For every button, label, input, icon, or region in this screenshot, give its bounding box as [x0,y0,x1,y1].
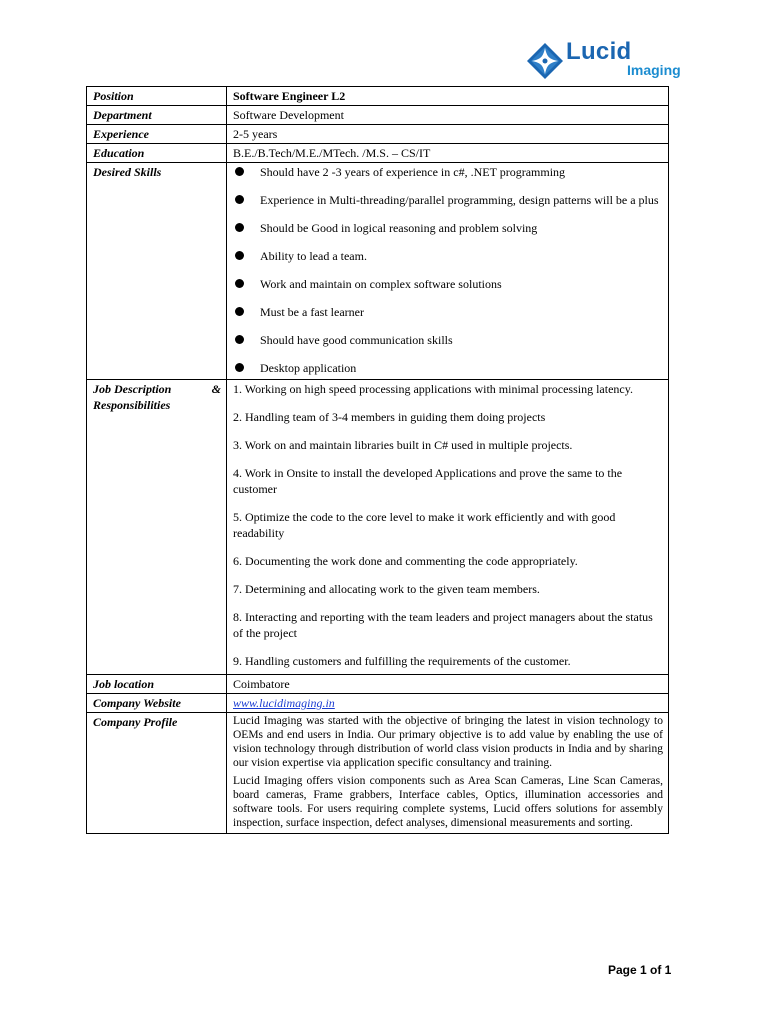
skill-text: Experience in Multi-threading/parallel programming, design patterns will be a plus [260,193,659,207]
skills-label: Desired Skills [87,163,227,380]
skill-text: Should have 2 -3 years of experience in c#, .NET programming [260,165,566,179]
responsibilities-label [87,380,227,675]
list-item [233,304,663,320]
table-row [87,144,669,163]
profile-paragraph: Lucid Imaging was started with the objective of bringing the latest in vision technology to OEMs and end users in India. Our primary objective is to add value by enabling the use of vision technology through distribution of world class vision products in India and by sharing our vision expertise via application specific consultancy and training. [233,715,663,769]
department-value: Software Development [227,106,669,125]
skill-text: Ability to lead a team. [260,249,367,263]
company-logo [526,38,681,80]
education-value: B.E./B.Tech/M.E./MTech. /M.S. – CS/IT [227,144,669,163]
website-label: Company Website [87,694,227,713]
list-item: 8. Interacting and reporting with the team leaders and project managers about the status of the project [233,610,653,640]
jd-label-amp: & [211,382,221,396]
page-number: Page 1 of 1 [608,963,672,977]
skills-cell [227,163,669,380]
department-label: Department [87,106,227,125]
list-item [233,164,663,180]
profile-label: Company Profile [87,713,227,834]
bullet-icon [235,363,244,372]
education-label: Education [87,144,227,163]
table-row [87,694,669,713]
experience-value: 2-5 years [227,125,669,144]
diamond-logo-icon [526,42,564,80]
table-row [87,106,669,125]
table-row [87,713,669,834]
bullet-icon [235,167,244,176]
skill-text: Desktop application [260,361,357,375]
profile-paragraph: Lucid Imaging offers vision components such as Area Scan Cameras, Line Scan Cameras, board cameras, Frame grabbers, Interface cables, Optics, illumination accessories and software tools. For users requiring complete systems, Lucid offers solutions for assembly inspection, surface inspection, defect analyses, dimensional measurements and sorting. [233,775,663,829]
skills-list [233,164,663,376]
table-row [87,125,669,144]
table-row [87,87,669,106]
location-label: Job location [87,675,227,694]
profile-cell [227,713,669,834]
table-row [87,380,669,675]
website-link[interactable]: www.lucidimaging.in [233,696,335,710]
experience-label: Experience [87,125,227,144]
skill-text: Should have good communication skills [260,333,453,347]
logo-word-lucid: Lucid [566,38,632,65]
bullet-icon [235,307,244,316]
list-item: 5. Optimize the code to the core level to make it work efficiently and with good readability [233,510,616,540]
skill-text: Work and maintain on complex software solutions [260,277,502,291]
list-item [233,332,663,348]
bullet-icon [235,223,244,232]
list-item: 2. Handling team of 3-4 members in guiding them doing projects [233,410,546,424]
list-item: 3. Work on and maintain libraries built in C# used in multiple projects. [233,438,573,452]
list-item: 4. Work in Onsite to install the developed Applications and prove the same to the customer [233,466,623,496]
job-details-table [86,86,669,834]
position-value: Software Engineer L2 [227,87,669,106]
jd-label-part2: Responsibilities [93,398,171,412]
list-item [233,360,663,376]
list-item [233,192,663,208]
bullet-icon [235,251,244,260]
logo-word-imaging: Imaging [627,62,681,78]
list-item: 9. Handling customers and fulfilling the requirements of the customer. [233,654,571,668]
bullet-icon [235,279,244,288]
skill-text: Should be Good in logical reasoning and problem solving [260,221,538,235]
bullet-icon [235,335,244,344]
jd-label-part1: Job Description [93,382,172,396]
table-row [87,675,669,694]
list-item: 7. Determining and allocating work to the given team members. [233,582,540,596]
list-item [233,220,663,236]
list-item [233,248,663,264]
skill-text: Must be a fast learner [260,305,364,319]
responsibilities-cell [227,380,669,675]
location-value: Coimbatore [227,675,669,694]
table-row [87,163,669,380]
list-item [233,276,663,292]
list-item: 6. Documenting the work done and commenting the code appropriately. [233,554,578,568]
bullet-icon [235,195,244,204]
list-item: 1. Working on high speed processing applications with minimal processing latency. [233,382,633,396]
position-label: Position [87,87,227,106]
